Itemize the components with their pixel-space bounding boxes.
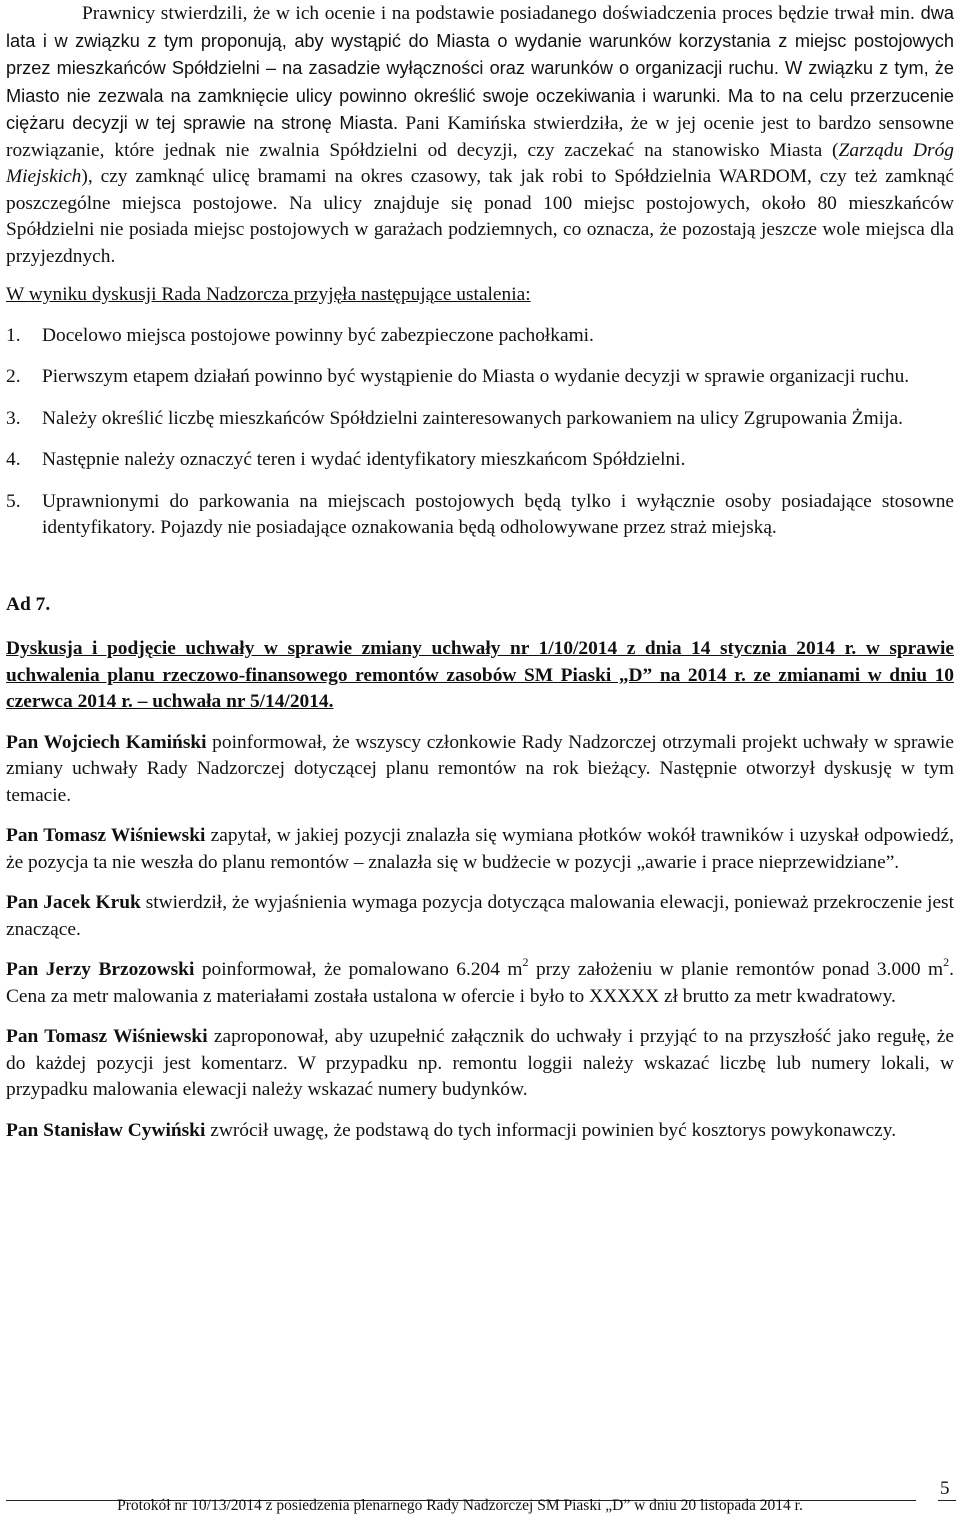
speaker-name: Pan Stanisław Cywiński bbox=[6, 1119, 206, 1141]
document-page bbox=[6, 0, 954, 1144]
text-run: Pani Kamińska stwierdziła, że w jej ocenie jest to bardzo sensowne rozwiązanie, które jednak nie zwalnia Spółdzielni od decyzji, czy zaczekać na stanowisko Miasta ( bbox=[6, 113, 954, 161]
speaker-name: Pan Wojciech Kamiński bbox=[6, 731, 207, 753]
text-run: Ma to na celu przerzucenie ciężaru decyzji w tej sprawie na stronę Miasta. bbox=[6, 85, 955, 133]
section-label: Ad 7. bbox=[6, 593, 51, 615]
item-number: 4. bbox=[6, 449, 21, 470]
page-number-divider bbox=[938, 1500, 956, 1501]
entry-text: przy założeniu w planie remontów ponad 3.000 m bbox=[528, 959, 944, 980]
entry-text: stwierdził, że wyjaśnienia wymaga pozycja dotycząca malowania elewacji, ponieważ przekroczenie jest znaczące. bbox=[6, 892, 954, 940]
item-text: Uprawnionymi do parkowania na miejscach postojowych będą tylko i wyłącznie osoby posiadające stosowne identyfikatory. Pojazdy nie posiadające oznakowania będą odholowywane przez straż miejską. bbox=[42, 490, 954, 538]
speaker-name: Pan Tomasz Wiśniewski bbox=[6, 825, 206, 846]
speaker-name: Pan Tomasz Wiśniewski bbox=[6, 1026, 208, 1047]
entry-text: zapytał, w jakiej pozycji znalazła się wymiana płotków wokół trawników i uzyskał odpowiedź, że pozycja ta nie weszła do planu remontów – znalazła się w budżecie w pozycji „awarie i prace nieprzewidziane”. bbox=[6, 825, 954, 873]
entry-text: zwrócił uwagę, że podstawą do tych informacji powinien być kosztorys powykonawczy. bbox=[205, 1119, 897, 1141]
page-footer: Protokół nr 10/13/2014 z posiedzenia plenarnego Rady Nadzorczej SM Piaski „D” w dniu 20 listopada 2014 r. bbox=[117, 1497, 803, 1514]
entry-text: poinformował, że wszyscy członkowie Rady Nadzorczej otrzymali projekt uchwały w sprawie zmiany uchwały Rady Nadzorczej dotyczącej planu remontów na rok bieżący. Następnie otworzył dyskusję w tym temacie. bbox=[6, 731, 955, 806]
item-number: 3. bbox=[6, 407, 21, 429]
item-text: Docelowo miejsca postojowe powinny być zabezpieczone pachołkami. bbox=[42, 324, 594, 346]
paragraph-lawyers bbox=[6, 0, 954, 270]
entry-text: poinformował, że pomalowano 6.204 m bbox=[194, 959, 523, 980]
text-run: Prawnicy stwierdzili, że w ich ocenie i na podstawie posiadanego doświadczenia proces będzie trwał min. bbox=[82, 3, 915, 24]
item-number: 2. bbox=[6, 366, 21, 387]
text-run: W związku z tym, że Miasto nie zezwala na zamknięcie ulicy powinno określić swoje oczekiwania i warunki. bbox=[6, 58, 954, 106]
speaker-name: Pan Jerzy Brzozowski bbox=[6, 959, 195, 980]
list-item bbox=[6, 489, 954, 542]
text-run: dwa lata i w związku z tym proponują, aby wystąpić do Miasta o wydanie warunków korzystania z miejsc postojowych przez mieszkańców Spółdzielni – na zasadzie wyłączności oraz warunków o organizacji ruchu. bbox=[6, 3, 954, 78]
superscript: 2 bbox=[943, 955, 950, 969]
section-heading: Dyskusja i podjęcie uchwały w sprawie zmiany uchwały nr 1/10/2014 z dnia 14 stycznia 2014 r. w sprawie uchwalenia planu rzeczowo-finansowego remontów zasobów SM Piaski „D” na 2014 r. ze zmianami w dniu 10 czerwca 2014 r. – uchwała nr 5/14/2014. bbox=[6, 638, 954, 712]
page-number: 5 bbox=[940, 1478, 950, 1499]
text-run: Na ulicy znajduje się ponad 100 miejsc postojowych, około 80 mieszkańców Spółdzielni nie posiada miejsc postojowych w garażach podziemnych, co oznacza, że pozostają jeszcze wole miejsca dla przyjezdnych. bbox=[6, 192, 954, 267]
item-number: 1. bbox=[6, 324, 21, 346]
item-text: Następnie należy oznaczyć teren i wydać identyfikatory mieszkańcom Spółdzielni. bbox=[42, 449, 686, 470]
resolutions-list bbox=[6, 323, 954, 542]
item-number: 5. bbox=[6, 490, 21, 512]
entry-text: . Cena za metr malowania z materiałami została ustalona w ofercie i było to XXXXX zł brutto za metr kwadratowy. bbox=[6, 959, 954, 1007]
superscript: 2 bbox=[522, 955, 529, 969]
list-item bbox=[6, 323, 954, 350]
italic-text: Zarządu Dróg Miejskich bbox=[6, 139, 954, 187]
entry-paragraph bbox=[6, 730, 954, 810]
entry-paragraph bbox=[6, 1024, 954, 1104]
list-item bbox=[6, 364, 954, 391]
entry-paragraph bbox=[6, 957, 954, 1010]
speaker-name: Pan Jacek Kruk bbox=[6, 892, 141, 913]
list-item bbox=[6, 406, 954, 433]
entry-paragraph bbox=[6, 823, 954, 876]
text-run: ), czy zamknąć ulicę bramami na okres czasowy, tak jak robi to Spółdzielnia WARDOM, czy też zamknąć poszczególne miejsca postojowe. bbox=[6, 166, 954, 214]
list-item bbox=[6, 447, 954, 474]
item-text: Pierwszym etapem działań powinno być wystąpienie do Miasta o wydanie decyzji w sprawie organizacji ruchu. bbox=[42, 366, 910, 387]
entry-paragraph bbox=[6, 1118, 954, 1145]
entry-text: zaproponował, aby uzupełnić załącznik do uchwały i przyjąć to na przyszłość jako regułę, że do każdej pozycji jest komentarz. W przypadku np. remontu loggii należy wskazać liczbę lub numery lokali, w przypadku malowania elewacji należy wskazać numery budynków. bbox=[6, 1026, 954, 1100]
entry-paragraph bbox=[6, 890, 954, 943]
item-text: Należy określić liczbę mieszkańców Spółdzielni zainteresowanych parkowaniem na ulicy Zgrupowania Żmija. bbox=[42, 407, 903, 429]
resolutions-intro: W wyniku dyskusji Rada Nadzorcza przyjęła następujące ustalenia: bbox=[6, 284, 531, 305]
